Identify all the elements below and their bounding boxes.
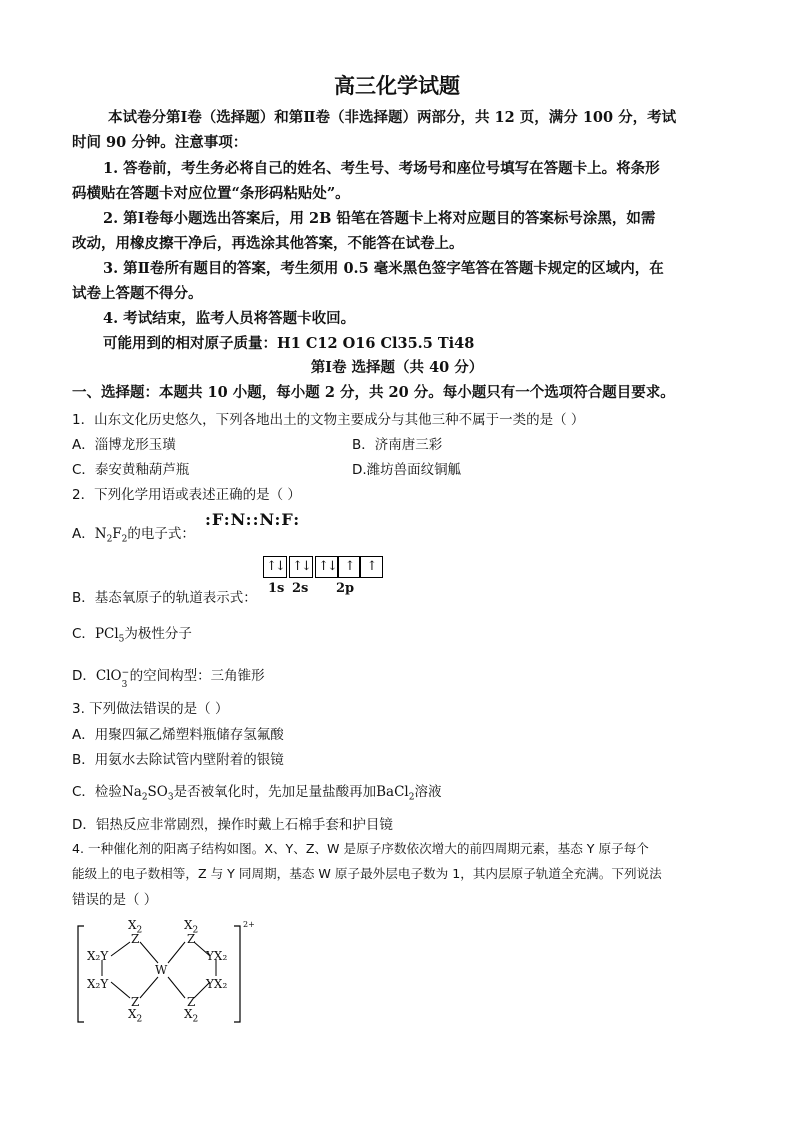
q1-option-c: C．泰安黄釉葫芦瓶 — [72, 462, 190, 478]
y-top-right: YX₂ — [206, 949, 228, 963]
orbital-2s-box: ↑↓ — [289, 556, 313, 578]
q2-option-c: C．PCl$_5$为极性分子 — [72, 626, 192, 645]
w-center: W — [155, 963, 168, 977]
z-bottom-left-x2: $X_2$ — [128, 1007, 143, 1025]
q3-option-d: D．铝热反应非常剧烈，操作时戴上石棉手套和护目镜 — [72, 817, 393, 833]
charge-label: 2+ — [243, 920, 255, 929]
q2-option-b: B．基态氧原子的轨道表示式： — [72, 590, 257, 606]
orbital-label-1s: 1s — [268, 581, 285, 596]
q4-stem-line-2: 能级上的电子数相等，Z 与 Y 同周期，基态 W 原子最外层电子数为 1，其内层原子轨道全充满。下列说法 — [72, 866, 662, 881]
q1-stem: 1．山东文化历史悠久，下列各地出土的文物主要成分与其他三种不属于一类的是（ ） — [72, 412, 585, 428]
q1-option-a: A．淄博龙形玉璜 — [72, 437, 176, 453]
note-1-line-1: 1. 答卷前，考生务必将自己的姓名、考生号、考场号和座位号填写在答题卡上。将条形 — [103, 160, 660, 177]
z-bottom-right-x2: $X_2$ — [184, 1007, 199, 1025]
cation-structure-svg — [70, 918, 270, 1028]
note-2-line-1: 2. 第Ⅰ卷每小题选出答案后，用 2B 铅笔在答题卡上将对应题目的答案标号涂黑，如需 — [103, 210, 656, 227]
left-bracket — [78, 926, 84, 1022]
z-top-left: Z — [131, 932, 140, 946]
orbital-label-2s: 2s — [292, 581, 309, 596]
note-3-line-1: 3. 第Ⅱ卷所有题目的答案，考生须用 0.5 毫米黑色签字笔答在答题卡规定的区域内，在 — [103, 260, 664, 277]
q2-option-a: A．$N_2F_2$的电子式： — [72, 526, 195, 545]
orbital-1s-box: ↑↓ — [263, 556, 287, 578]
note-3-line-2: 试卷上答题不得分。 — [72, 285, 203, 302]
q3-option-c: C．检验$Na_2SO_3$是否被氧化时，先加足量盐酸再加BaCl$_2$溶液 — [72, 784, 442, 803]
right-bracket — [234, 926, 240, 1022]
q3-stem: 3. 下列做法错误的是（ ） — [72, 701, 229, 717]
note-2-line-2: 改动，用橡皮擦干净后，再选涂其他答案，不能答在试卷上。 — [72, 235, 464, 252]
q4-stem-line-1: 4. 一种催化剂的阳离子结构如图。X、Y、Z、W 是原子序数依次增大的前四周期元素，基态 Y 原子每个 — [72, 841, 649, 856]
z-top-left-x2: $X_2$ — [128, 918, 143, 936]
atomic-masses: 可能用到的相对原子质量：H1 C12 O16 Cl35.5 Ti48 — [103, 335, 475, 352]
q2-stem: 2．下列化学用语或表述正确的是（ ） — [72, 487, 301, 503]
page-title: 高三化学试题 — [334, 73, 460, 98]
q3-option-a: A．用聚四氟乙烯塑料瓶储存氢氟酸 — [72, 727, 284, 743]
intro-line-2: 时间 90 分钟。注意事项： — [72, 134, 248, 151]
part-1-heading: 一、选择题：本题共 10 小题，每小题 2 分，共 20 分。每小题只有一个选项符合题目要求。 — [72, 384, 675, 401]
z-bottom-right: Z — [187, 995, 196, 1009]
q1-option-d: D.潍坊兽面纹铜觚 — [352, 462, 462, 478]
z-bottom-left: Z — [131, 995, 140, 1009]
intro-line-1: 本试卷分第Ⅰ卷（选择题）和第Ⅱ卷（非选择题）两部分，共 12 页，满分 100 分，考试 — [108, 109, 677, 126]
y-bottom-left: X₂Y — [87, 977, 109, 991]
q2-option-d: D．ClO − 3 的空间构型：三角锥形 — [72, 668, 265, 690]
q4-stem-line-3: 错误的是（ ） — [72, 892, 158, 908]
q1-option-b: B．济南唐三彩 — [352, 437, 443, 453]
section-title: 第Ⅰ卷 选择题（共 40 分） — [310, 359, 484, 376]
y-bottom-right: YX₂ — [206, 977, 228, 991]
z-top-right-x2: $X_2$ — [184, 918, 199, 936]
orbital-label-2p: 2p — [336, 581, 355, 596]
y-top-left: X₂Y — [87, 949, 109, 963]
cation-structure-figure — [70, 918, 270, 1028]
oxygen-orbital-diagram — [263, 556, 383, 580]
z-top-right: Z — [187, 932, 196, 946]
n2f2-lewis-structure: :F:N::N:F: — [205, 510, 301, 529]
q3-option-b: B．用氨水去除试管内壁附着的银镜 — [72, 752, 284, 768]
orbital-2p-box-3: ↑ — [359, 556, 383, 578]
note-1-line-2: 码横贴在答题卡对应位置“条形码粘贴处”。 — [72, 185, 350, 202]
orbital-2p-box-1: ↑↓ — [315, 556, 339, 578]
note-4: 4. 考试结束，监考人员将答题卡收回。 — [103, 310, 356, 327]
orbital-2p-box-2: ↑ — [337, 556, 361, 578]
